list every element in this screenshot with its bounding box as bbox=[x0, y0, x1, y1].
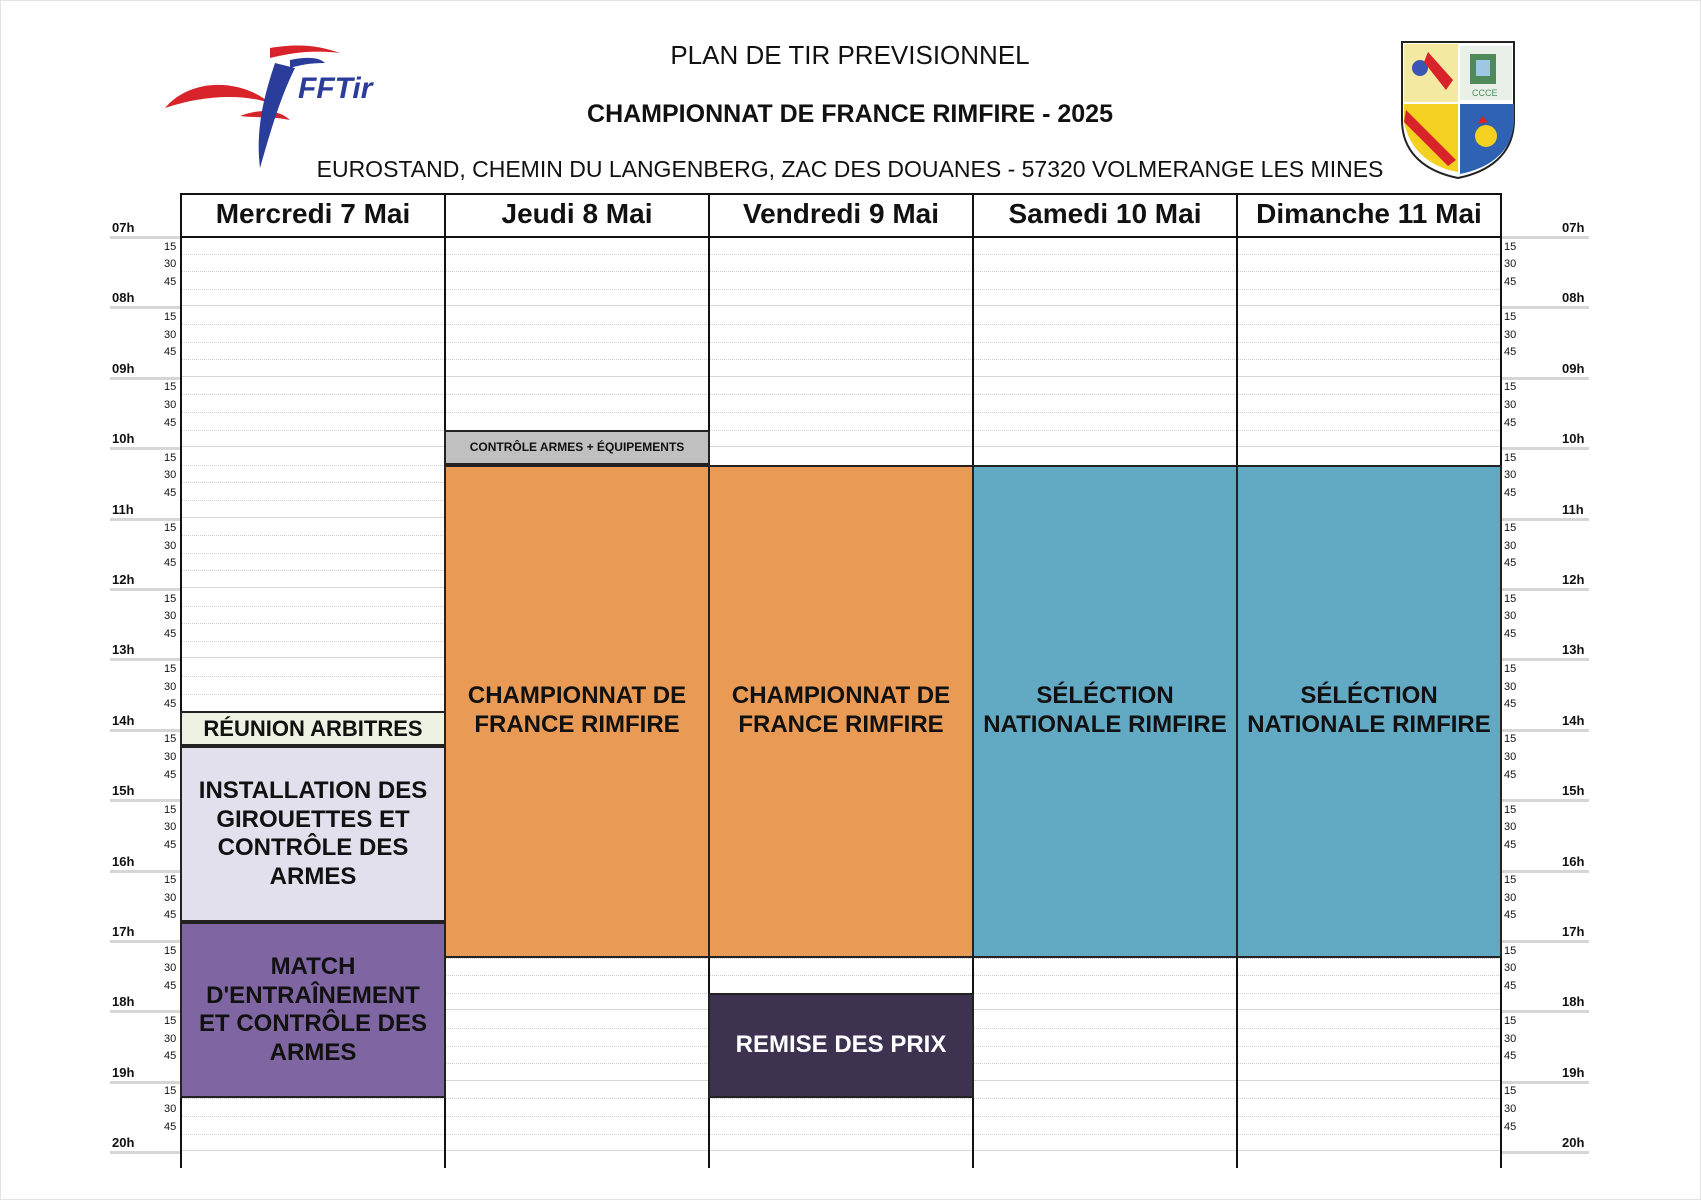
minute-label-right: 45 bbox=[1504, 1120, 1517, 1133]
minute-label-right: 45 bbox=[1504, 979, 1517, 992]
minute-label-right: 30 bbox=[1504, 891, 1517, 904]
hour-line-left bbox=[110, 729, 182, 732]
hour-label-left: 13h bbox=[112, 642, 135, 658]
minute-label-right: 15 bbox=[1504, 240, 1517, 253]
hour-line-left bbox=[110, 870, 182, 873]
minute-label-right: 30 bbox=[1504, 962, 1517, 975]
minute-label-right: 30 bbox=[1504, 469, 1517, 482]
hour-label-right: 18h bbox=[1562, 994, 1585, 1010]
minute-label-right: 15 bbox=[1504, 522, 1517, 535]
hour-line-left bbox=[110, 1010, 182, 1013]
minute-label-left: 30 bbox=[164, 962, 177, 975]
minute-label-left: 15 bbox=[164, 1085, 177, 1098]
hour-line-right bbox=[1501, 658, 1589, 661]
hour-label-right: 15h bbox=[1562, 783, 1585, 799]
hour-line-right bbox=[1501, 1010, 1589, 1013]
event-block: SÉLÉCTION NATIONALE RIMFIRE bbox=[972, 465, 1238, 958]
minute-label-left: 30 bbox=[164, 821, 177, 834]
event-block: REMISE DES PRIX bbox=[708, 993, 974, 1099]
event-block: MATCH D'ENTRAÎNEMENT ET CONTRÔLE DES ARMES bbox=[180, 922, 446, 1098]
minute-label-right: 45 bbox=[1504, 768, 1517, 781]
day-header-1: Mercredi 7 Mai bbox=[215, 198, 411, 229]
minute-label-right: 15 bbox=[1504, 874, 1517, 887]
hour-line-left bbox=[110, 1151, 182, 1154]
minute-label-left: 45 bbox=[164, 979, 177, 992]
day-header-top-line bbox=[181, 193, 1501, 195]
minute-label-right: 15 bbox=[1504, 1085, 1517, 1098]
hour-label-left: 18h bbox=[112, 994, 135, 1010]
quarter-grid-line bbox=[181, 324, 1501, 325]
hour-label-left: 19h bbox=[112, 1064, 135, 1080]
minute-label-right: 30 bbox=[1504, 821, 1517, 834]
hour-line-left bbox=[110, 940, 182, 943]
hour-line-right bbox=[1501, 1081, 1589, 1084]
minute-label-left: 15 bbox=[164, 381, 177, 394]
minute-label-left: 45 bbox=[164, 1120, 177, 1133]
minute-label-left: 30 bbox=[164, 891, 177, 904]
event-block: CHAMPIONNAT DE FRANCE RIMFIRE bbox=[444, 465, 710, 958]
minute-label-right: 15 bbox=[1504, 451, 1517, 464]
hour-line-right bbox=[1501, 588, 1589, 591]
hour-line-right bbox=[1501, 1151, 1589, 1154]
minute-label-left: 15 bbox=[164, 944, 177, 957]
minute-label-right: 30 bbox=[1504, 399, 1517, 411]
minute-label-left: 15 bbox=[164, 803, 177, 816]
hour-label-right: 16h bbox=[1562, 853, 1585, 869]
minute-label-left: 15 bbox=[164, 240, 177, 253]
hour-label-right: 17h bbox=[1562, 924, 1585, 939]
hour-line-left bbox=[110, 518, 182, 521]
minute-label-left: 15 bbox=[164, 522, 177, 535]
minute-label-left: 30 bbox=[164, 258, 177, 271]
coat-of-arms-text: CCCE bbox=[1472, 88, 1498, 98]
hour-line-left bbox=[110, 1081, 182, 1084]
hour-line-right bbox=[1501, 870, 1589, 873]
minute-label-right: 45 bbox=[1504, 909, 1517, 922]
minute-label-left: 45 bbox=[164, 1050, 177, 1063]
quarter-grid-line bbox=[181, 359, 1501, 360]
minute-label-left: 30 bbox=[164, 469, 177, 482]
minute-label-left: 45 bbox=[164, 275, 177, 288]
event-block: CHAMPIONNAT DE FRANCE RIMFIRE bbox=[708, 465, 974, 958]
event-block: CONTRÔLE ARMES + ÉQUIPEMENTS bbox=[444, 430, 710, 465]
hour-label-left: 10h bbox=[112, 431, 135, 447]
minute-label-right: 45 bbox=[1504, 275, 1517, 288]
hour-line-right bbox=[1501, 729, 1589, 732]
hour-label-right: 20h bbox=[1562, 1135, 1585, 1151]
minute-label-right: 30 bbox=[1504, 258, 1517, 271]
minute-label-right: 30 bbox=[1504, 610, 1517, 623]
minute-label-right: 45 bbox=[1504, 487, 1517, 499]
hour-line-right bbox=[1501, 518, 1589, 521]
day-header-4: Samedi 10 Mai bbox=[1008, 198, 1202, 229]
hour-label-right: 09h bbox=[1562, 360, 1585, 376]
minute-label-left: 30 bbox=[164, 1103, 177, 1115]
hour-label-left: 20h bbox=[112, 1135, 135, 1151]
hour-label-right: 08h bbox=[1562, 290, 1585, 306]
minute-label-right: 45 bbox=[1504, 698, 1517, 711]
minute-label-right: 15 bbox=[1504, 592, 1517, 605]
minute-label-right: 15 bbox=[1504, 663, 1517, 675]
hour-label-right: 12h bbox=[1562, 572, 1585, 587]
minute-label-left: 45 bbox=[164, 839, 177, 851]
hour-line-right bbox=[1501, 940, 1589, 943]
hour-label-left: 17h bbox=[112, 924, 135, 939]
hour-label-left: 07h bbox=[112, 220, 135, 235]
hour-label-right: 07h bbox=[1562, 220, 1585, 235]
hour-line-left bbox=[110, 588, 182, 591]
minute-label-right: 30 bbox=[1504, 1103, 1517, 1115]
minute-label-left: 30 bbox=[164, 539, 177, 552]
minute-label-left: 30 bbox=[164, 680, 177, 693]
hour-label-left: 08h bbox=[112, 290, 135, 306]
hour-label-right: 19h bbox=[1562, 1064, 1585, 1080]
minute-label-left: 45 bbox=[164, 416, 177, 429]
event-block: INSTALLATION DES GIROUETTES ET CONTRÔLE DES ARMES bbox=[180, 746, 446, 922]
hour-line-left bbox=[110, 236, 182, 239]
minute-label-left: 45 bbox=[164, 627, 177, 640]
minute-label-left: 30 bbox=[164, 610, 177, 623]
hour-grid-line bbox=[181, 305, 1501, 306]
minute-label-left: 45 bbox=[164, 557, 177, 570]
minute-label-left: 45 bbox=[164, 487, 177, 499]
minute-label-left: 15 bbox=[164, 1015, 177, 1027]
hour-label-left: 14h bbox=[112, 712, 135, 728]
quarter-grid-line bbox=[181, 1134, 1501, 1135]
minute-label-right: 45 bbox=[1504, 627, 1517, 640]
hour-label-right: 13h bbox=[1562, 642, 1585, 658]
minute-label-right: 45 bbox=[1504, 839, 1517, 851]
hour-line-right bbox=[1501, 447, 1589, 450]
page-title: CHAMPIONNAT DE FRANCE RIMFIRE - 2025 bbox=[587, 100, 1113, 128]
hour-line-right bbox=[1501, 306, 1589, 309]
hour-line-left bbox=[110, 658, 182, 661]
quarter-grid-line bbox=[181, 271, 1501, 272]
minute-label-left: 45 bbox=[164, 768, 177, 781]
minute-label-left: 15 bbox=[164, 451, 177, 464]
event-block: SÉLÉCTION NATIONALE RIMFIRE bbox=[1236, 465, 1502, 958]
minute-label-left: 15 bbox=[164, 733, 177, 746]
minute-label-right: 15 bbox=[1504, 944, 1517, 957]
hour-grid-line bbox=[181, 1150, 1501, 1151]
event-block: RÉUNION ARBITRES bbox=[180, 711, 446, 746]
hour-line-left bbox=[110, 306, 182, 309]
minute-label-right: 30 bbox=[1504, 539, 1517, 552]
day-header-bottom-line bbox=[181, 236, 1501, 238]
hour-grid-line bbox=[181, 446, 1501, 447]
hour-line-right bbox=[1501, 377, 1589, 380]
hour-label-right: 11h bbox=[1562, 501, 1584, 517]
quarter-grid-line bbox=[181, 342, 1501, 343]
minute-label-right: 30 bbox=[1504, 680, 1517, 693]
minute-label-left: 30 bbox=[164, 399, 177, 411]
hour-line-left bbox=[110, 799, 182, 802]
hour-grid-line bbox=[181, 376, 1501, 377]
hour-label-left: 15h bbox=[112, 783, 135, 799]
minute-label-right: 45 bbox=[1504, 1050, 1517, 1063]
quarter-grid-line bbox=[181, 1098, 1501, 1099]
minute-label-right: 15 bbox=[1504, 381, 1517, 394]
minute-label-right: 45 bbox=[1504, 557, 1517, 570]
hour-label-right: 10h bbox=[1562, 431, 1585, 447]
minute-label-left: 15 bbox=[164, 663, 177, 675]
minute-label-left: 30 bbox=[164, 328, 177, 341]
minute-label-right: 15 bbox=[1504, 1015, 1517, 1027]
plan-pretitle: PLAN DE TIR PREVISIONNEL bbox=[670, 40, 1030, 70]
hour-line-left bbox=[110, 377, 182, 380]
minute-label-right: 45 bbox=[1504, 346, 1517, 359]
minute-label-left: 15 bbox=[164, 592, 177, 605]
minute-label-right: 15 bbox=[1504, 733, 1517, 746]
day-header-2: Jeudi 8 Mai bbox=[501, 198, 653, 229]
minute-label-right: 15 bbox=[1504, 311, 1517, 323]
minute-label-right: 15 bbox=[1504, 803, 1517, 816]
minute-label-left: 45 bbox=[164, 698, 177, 711]
minute-label-left: 45 bbox=[164, 346, 177, 359]
minute-label-left: 15 bbox=[164, 311, 177, 323]
hour-line-left bbox=[110, 447, 182, 450]
minute-label-left: 30 bbox=[164, 1032, 177, 1045]
minute-label-right: 30 bbox=[1504, 1032, 1517, 1045]
minute-label-left: 30 bbox=[164, 751, 177, 763]
quarter-grid-line bbox=[181, 394, 1501, 395]
fftir-logo-text: FFTir bbox=[298, 72, 373, 105]
hour-label-left: 09h bbox=[112, 360, 135, 376]
hour-label-left: 11h bbox=[112, 501, 134, 517]
minute-label-right: 30 bbox=[1504, 751, 1517, 763]
hour-label-left: 12h bbox=[112, 572, 135, 587]
hour-label-left: 16h bbox=[112, 853, 135, 869]
hour-line-right bbox=[1501, 236, 1589, 239]
day-header-3: Vendredi 9 Mai bbox=[742, 198, 940, 229]
quarter-grid-line bbox=[181, 430, 1501, 431]
quarter-grid-line bbox=[181, 289, 1501, 290]
quarter-grid-line bbox=[181, 1116, 1501, 1117]
venue-address: EUROSTAND, CHEMIN DU LANGENBERG, ZAC DES DOUANES - 57320 VOLMERANGE LES MINES bbox=[316, 156, 1384, 182]
minute-label-left: 15 bbox=[164, 874, 177, 887]
hour-label-right: 14h bbox=[1562, 712, 1585, 728]
minute-label-right: 30 bbox=[1504, 328, 1517, 341]
minute-label-right: 45 bbox=[1504, 416, 1517, 429]
quarter-grid-line bbox=[181, 254, 1501, 255]
minute-label-left: 45 bbox=[164, 909, 177, 922]
quarter-grid-line bbox=[181, 412, 1501, 413]
hour-line-right bbox=[1501, 799, 1589, 802]
day-header-5: Dimanche 11 Mai bbox=[1256, 198, 1482, 229]
